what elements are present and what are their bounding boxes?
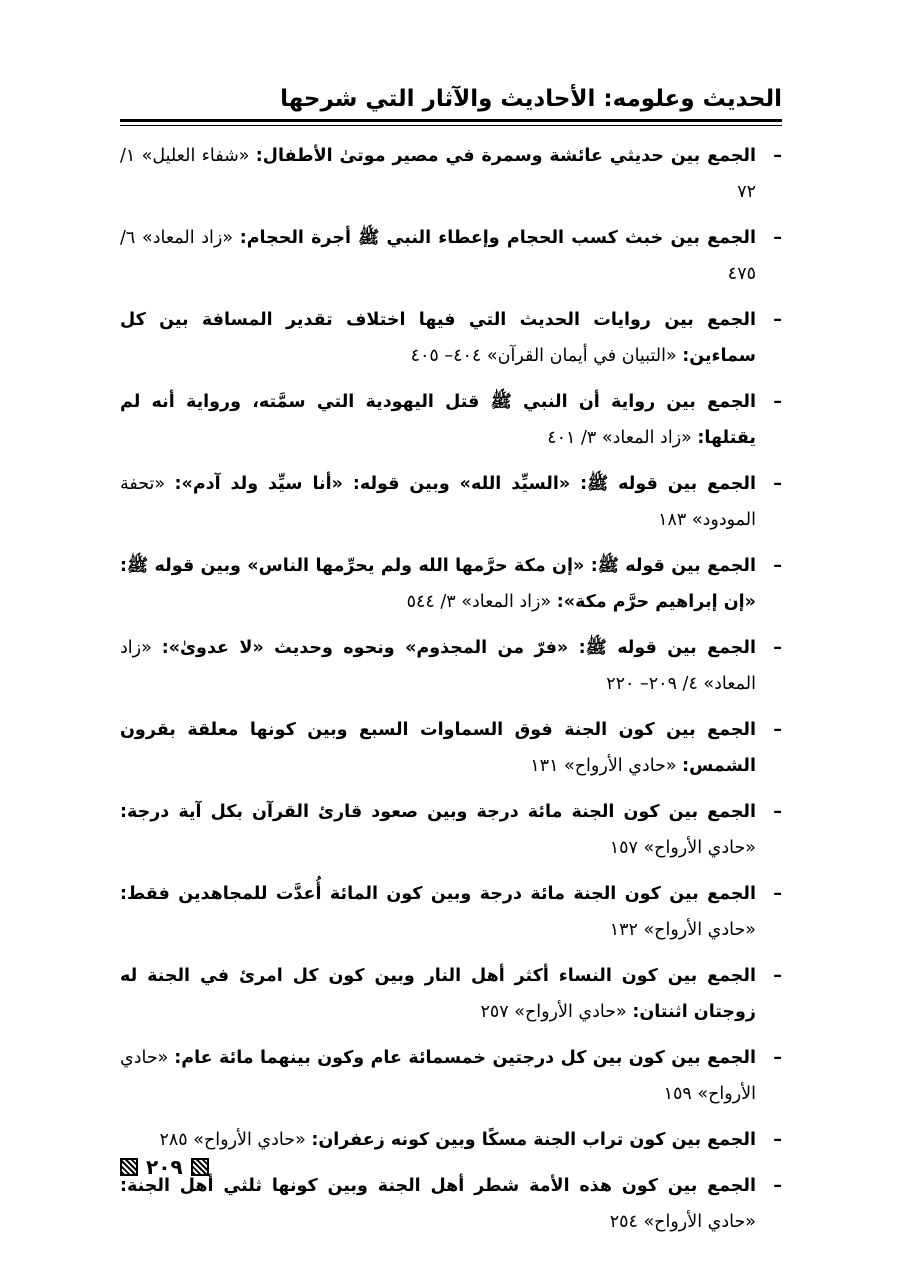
- entry-reference: «زاد المعاد» ٣/ ٥٤٤: [406, 592, 557, 612]
- index-entry: [120, 630, 782, 702]
- entry-dash: –: [773, 392, 782, 412]
- entry-reference: «حادي الأرواح» ١٥٧: [609, 838, 756, 858]
- entry-dash: –: [773, 1130, 782, 1150]
- entry-reference: «حادي الأرواح» ٢٨٥: [159, 1130, 312, 1150]
- entry-reference: «حادي الأرواح» ٢٥٤: [609, 1212, 756, 1232]
- page-number: ٢٠٩: [146, 1155, 183, 1179]
- entry-dash: –: [773, 228, 782, 248]
- ornament-icon: [120, 1158, 138, 1176]
- entry-reference: «حادي الأرواح» ١٣١: [530, 756, 683, 776]
- entry-text: الجمع بين قوله ﷺ: «فرّ من المجذوم» ونحوه وحديث «لا عدوىٰ»:: [161, 638, 756, 658]
- index-entry: [120, 384, 782, 456]
- entry-text: الجمع بين كون الجنة مائة درجة وبين كون المائة أُعدَّت للمجاهدين فقط:: [120, 884, 756, 904]
- entry-text: الجمع بين قوله ﷺ: «إن مكة حرَّمها الله ولم يحرِّمها الناس» وبين قوله ﷺ: «إن إبراهيم حرَّم مكة»:: [120, 556, 756, 612]
- page-folio: [120, 1152, 209, 1182]
- index-entry: [120, 1122, 782, 1158]
- header-rule-thin: [120, 125, 782, 126]
- entry-dash: –: [773, 1176, 782, 1196]
- index-entry: [120, 302, 782, 374]
- entry-reference: «حادي الأرواح» ٢٥٧: [480, 1002, 633, 1022]
- entry-reference: «زاد المعاد» ٣/ ٤٠١: [547, 428, 698, 448]
- index-entry: [120, 138, 782, 210]
- entry-text: الجمع بين كون الجنة مائة درجة وبين صعود قارئ القرآن بكل آية درجة:: [120, 802, 756, 822]
- entry-reference: «تحفة المودود» ١٨٣: [120, 474, 756, 530]
- entry-text: الجمع بين كون بين كل درجتين خمسمائة عام وكون بينهما مائة عام:: [174, 1048, 756, 1068]
- entry-text: الجمع بين روايات الحديث التي فيها اختلاف تقدير المسافة بين كل سماءين:: [120, 310, 756, 366]
- entry-dash: –: [773, 966, 782, 986]
- ornament-icon: [191, 1158, 209, 1176]
- index-entry: [120, 1168, 782, 1240]
- entry-text: الجمع بين كون تراب الجنة مسكًا وبين كونه زعفران:: [311, 1130, 756, 1150]
- header-title: الحديث وعلومه: الأحاديث والآثار التي شرحها: [280, 86, 782, 112]
- entry-reference: «شفاء العليل» ١/ ٧٢: [120, 146, 756, 202]
- index-entry: [120, 876, 782, 948]
- entry-dash: –: [773, 146, 782, 166]
- entry-text: الجمع بين كون هذه الأمة شطر أهل الجنة وبين كونها ثلثي أهل الجنة:: [120, 1176, 756, 1196]
- index-entry: [120, 1040, 782, 1112]
- entry-text: الجمع بين رواية أن النبي ﷺ قتل اليهودية التي سمَّته، ورواية أنه لم يقتلها:: [120, 392, 756, 448]
- entry-dash: –: [773, 720, 782, 740]
- entry-dash: –: [773, 556, 782, 576]
- entry-text: الجمع بين قوله ﷺ: «السيِّد الله» وبين قوله: «أنا سيِّد ولد آدم»:: [174, 474, 756, 494]
- entry-dash: –: [773, 884, 782, 904]
- index-entry: [120, 794, 782, 866]
- entry-text: الجمع بين كون النساء أكثر أهل النار وبين كون كل امرئ في الجنة له زوجتان اثنتان:: [120, 966, 756, 1022]
- entry-dash: –: [773, 802, 782, 822]
- entry-text: الجمع بين كون الجنة فوق السماوات السبع وبين كونها معلقة بقرون الشمس:: [120, 720, 756, 776]
- index-entries: [120, 138, 782, 1250]
- entry-reference: «التبيان في أيمان القرآن» ٤٠٤– ٤٠٥: [410, 346, 683, 366]
- entry-reference: «زاد المعاد» ٤/ ٢٠٩– ٢٢٠: [120, 638, 756, 694]
- index-entry: [120, 958, 782, 1030]
- entry-dash: –: [773, 310, 782, 330]
- entry-reference: «حادي الأرواح» ١٣٢: [609, 920, 756, 940]
- entry-text: الجمع بين خبث كسب الحجام وإعطاء النبي ﷺ أجرة الحجام:: [239, 228, 756, 248]
- entry-dash: –: [773, 1048, 782, 1068]
- running-header: [120, 82, 782, 122]
- index-entry: [120, 466, 782, 538]
- entry-reference: «زاد المعاد» ٦/ ٤٧٥: [120, 228, 756, 284]
- header-rule-thick: [120, 119, 782, 122]
- entry-text: الجمع بين حديثي عائشة وسمرة في مصير موتىٰ الأطفال:: [255, 146, 756, 166]
- entry-reference: «حادي الأرواح» ١٥٩: [120, 1048, 756, 1104]
- index-entry: [120, 220, 782, 292]
- index-entry: [120, 548, 782, 620]
- entry-dash: –: [773, 638, 782, 658]
- index-entry: [120, 712, 782, 784]
- entry-dash: –: [773, 474, 782, 494]
